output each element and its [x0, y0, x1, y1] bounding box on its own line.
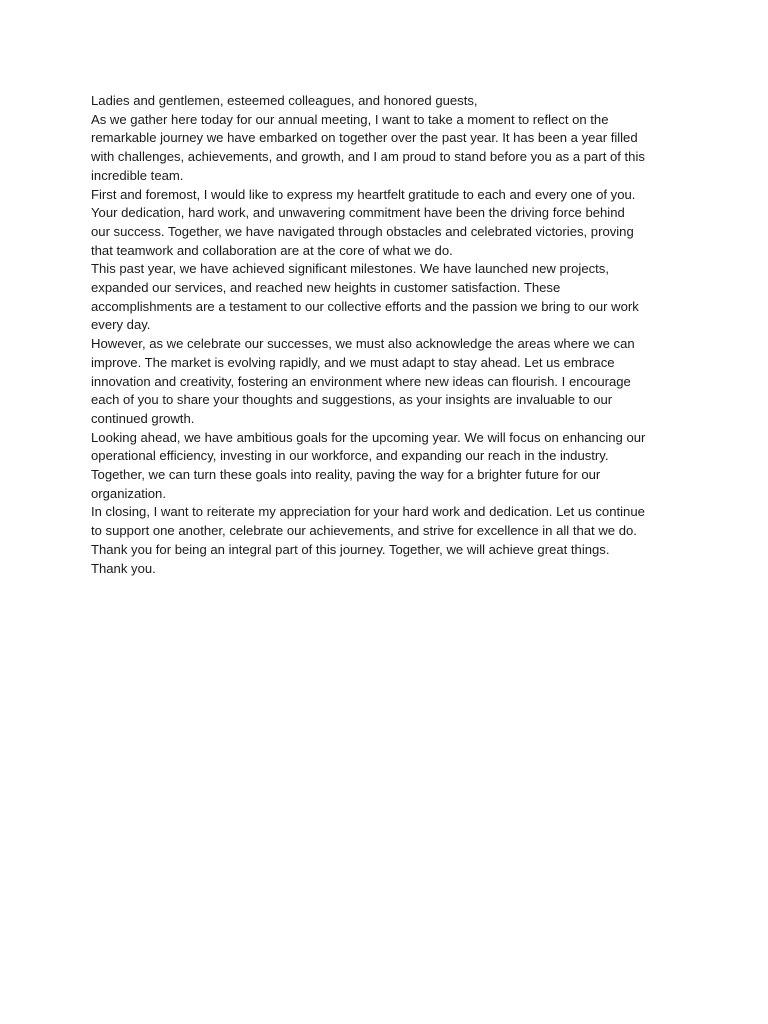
text-line: Thank you for being an integral part of this journey. Together, we will achieve great things. — [91, 541, 610, 557]
text-line: Ladies and gentlemen, esteemed colleagues, and honored guests, — [91, 93, 478, 108]
text-line: Looking ahead, we have ambitious goals for the upcoming year. We will focus on enhancing our — [91, 429, 646, 445]
text-line: remarkable journey we have embarked on together over the past year. It has been a year filled — [91, 130, 638, 146]
speech-text — [91, 92, 691, 578]
text-line: incredible team. — [91, 167, 184, 183]
text-line: to support one another, celebrate our achievements, and strive for excellence in all that we do. — [91, 523, 637, 539]
text-line: with challenges, achievements, and growth, and I am proud to stand before you as a part of this — [91, 149, 645, 165]
text-line: improve. The market is evolving rapidly, and we must adapt to stay ahead. Let us embrace — [91, 354, 615, 370]
text-line: Thank you. — [91, 560, 156, 576]
text-line: operational efficiency, investing in our workforce, and expanding our reach in the industry. — [91, 448, 609, 464]
text-line: Together, we can turn these goals into reality, paving the way for a brighter future for our — [91, 467, 601, 483]
text-line: innovation and creativity, fostering an environment where new ideas can flourish. I encourage — [91, 373, 631, 389]
text-line: each of you to share your thoughts and suggestions, as your insights are invaluable to our — [91, 392, 613, 408]
text-line: organization. — [91, 485, 166, 501]
text-line: expanded our services, and reached new heights in customer satisfaction. These — [91, 280, 561, 296]
text-line: This past year, we have achieved significant milestones. We have launched new projects, — [91, 261, 609, 277]
text-line: every day. — [91, 317, 151, 333]
text-line: that teamwork and collaboration are at the core of what we do. — [91, 242, 453, 258]
text-line: Your dedication, hard work, and unwavering commitment have been the driving force behind — [91, 205, 625, 221]
text-line: accomplishments are a testament to our collective efforts and the passion we bring to our work — [91, 298, 639, 314]
text-line: First and foremost, I would like to express my heartfelt gratitude to each and every one of you. — [91, 186, 636, 202]
text-line: our success. Together, we have navigated through obstacles and celebrated victories, proving — [91, 223, 634, 239]
text-line: However, as we celebrate our successes, we must also acknowledge the areas where we can — [91, 336, 635, 352]
text-line: As we gather here today for our annual meeting, I want to take a moment to reflect on the — [91, 111, 609, 127]
text-line: In closing, I want to reiterate my appreciation for your hard work and dedication. Let us continue — [91, 504, 645, 520]
text-line: continued growth. — [91, 410, 195, 426]
